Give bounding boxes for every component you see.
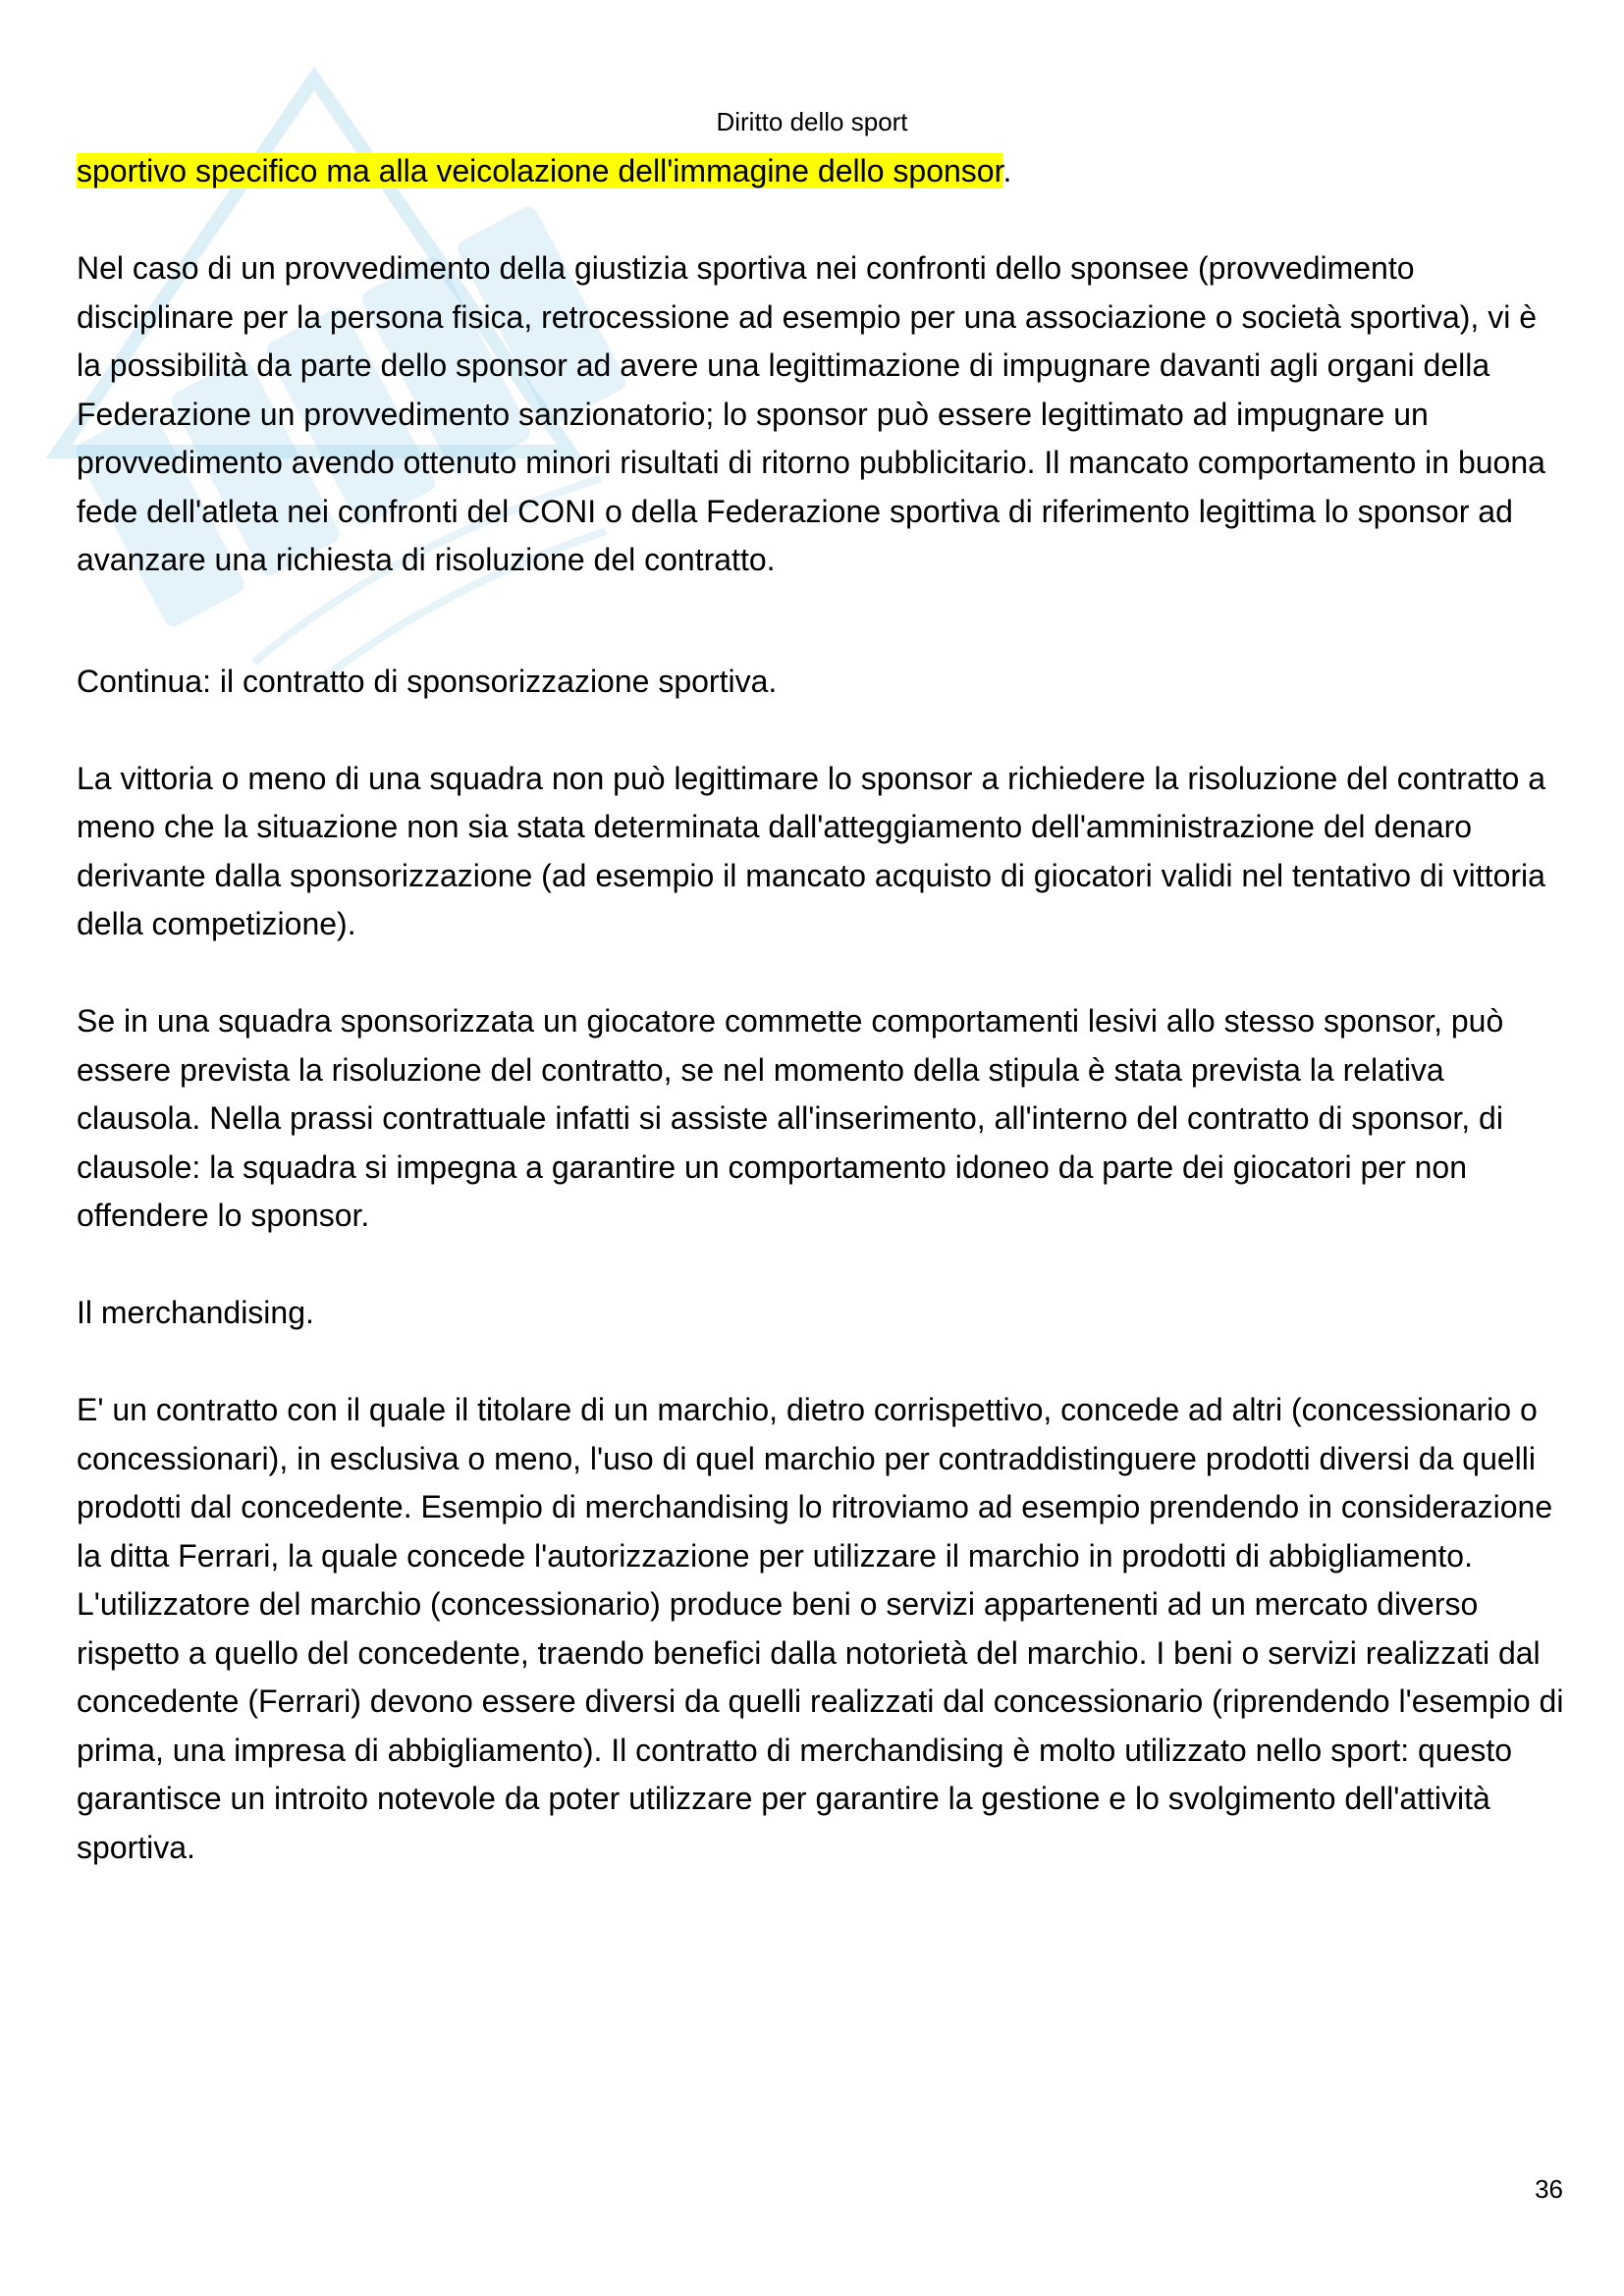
paragraph-vittoria-squadra: La vittoria o meno di una squadra non può legittimare lo sponsor a richiedere la risoluzione del contratto a meno che la situazione non sia stata determinata dall'atteggiamento dell'amministrazione del denaro derivante dalla sponsorizzazione (ad esempio il mancato acquisto di giocatori validi nel tentativo di vittoria della competizione). xyxy=(77,760,1545,941)
paragraph-merchandising: E' un contratto con il quale il titolare di un marchio, dietro corrispettivo, concede ad altri (concessionario o concessionari), in esclusiva o meno, l'uso di quel marchio per contraddistinguere prodotti diversi da quelli prodotti dal concedente. Esempio di merchandising lo ritroviamo ad esempio prendendo in considerazione la ditta Ferrari, la quale concede l'autorizzazione per utilizzare il marchio in prodotti di abbigliamento. L'utilizzatore del marchio (concessionario) produce beni o servizi appartenenti ad un mercato diverso rispetto a quello del concedente, traendo benefici dalla notorietà del marchio. I beni o servizi realizzati dal concedente (Ferrari) devono essere diversi da quelli realizzati dal concessionario (riprendendo l'esempio di prima, una impresa di abbigliamento). Il contratto di merchandising è molto utilizzato nello sport: questo garantisce un introito notevole da poter utilizzare per garantire la gestione e lo svolgimento dell'attività sportiva. xyxy=(77,1392,1564,1865)
paragraph-comportamenti-lesivi: Se in una squadra sponsorizzata un giocatore commette comportamenti lesivi allo stesso sponsor, può essere prevista la risoluzione del contratto, se nel momento della stipula è stata prevista la relativa clausola. Nella prassi contrattuale infatti si assiste all'inserimento, all'interno del contratto di sponsor, di clausole: la squadra si impegna a garantire un comportamento idoneo da parte dei giocatori per non offendere lo sponsor. xyxy=(77,1003,1504,1233)
paragraph-giustizia-sportiva: Nel caso di un provvedimento della giustizia sportiva nei confronti dello sponsee (provvedimento disciplinare per la persona fisica, retrocessione ad esempio per una associazione o società sportiva), vi è la possibilità da parte dello sponsor ad avere una legittimazione di impugnare davanti agli organi della Federazione un provvedimento sanzionatorio; lo sponsor può essere legittimato ad impugnare un provvedimento avendo ottenuto minori risultati di ritorno pubblicitario. Il mancato comportamento in buona fede dell'atleta nei confronti del CONI o della Federazione sportiva di riferimento legittima lo sponsor ad avanzare una richiesta di risoluzione del contratto. xyxy=(77,250,1545,577)
section-heading-merchandising: Il merchandising. xyxy=(77,1295,314,1330)
page-body xyxy=(77,147,1569,1872)
paragraph-continuation xyxy=(77,147,1569,196)
section-heading-sponsorizzazione: Continua: il contratto di sponsorizzazione sportiva. xyxy=(77,663,778,699)
highlighted-text: sportivo specifico ma alla veicolazione dell'immagine dello sponsor xyxy=(77,153,1003,188)
paragraph-continuation-tail: . xyxy=(1002,153,1012,188)
running-header: Diritto dello sport xyxy=(716,107,908,136)
page-number: 36 xyxy=(1535,2174,1563,2204)
